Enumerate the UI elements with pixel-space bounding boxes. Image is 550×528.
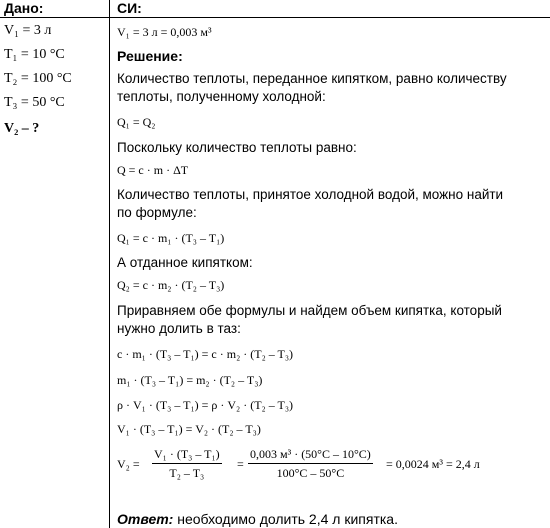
equation: V₁ · (T₃ – T₁) = V₂ · (T₂ – T₃) bbox=[117, 422, 261, 436]
fraction-numerator: 0,003 м³ · (50°C – 10°C) bbox=[250, 447, 371, 461]
paragraph-line: Количество теплоты, принятое холодной водой, можно найти bbox=[117, 187, 504, 202]
given-unknown: V₂ – ? bbox=[4, 121, 40, 136]
paragraph-line: нужно долить в таз: bbox=[117, 321, 241, 336]
equation: m₁ · (T₃ – T₁) = m₂ · (T₂ – T₃) bbox=[117, 373, 263, 387]
paragraph-line: по формуле: bbox=[117, 205, 197, 220]
paragraph-line: теплоты, полученному холодной: bbox=[117, 89, 326, 104]
fraction-numerator: V₁ · (T₃ – T₁) bbox=[154, 447, 220, 461]
fraction-numeric bbox=[248, 446, 373, 481]
given-line: T₃ = 50 °C bbox=[4, 95, 65, 110]
equation: c · m₁ · (T₃ – T₁) = c · m₂ · (T₂ – T₃) bbox=[117, 347, 294, 361]
final-lhs: V₂ = bbox=[117, 457, 140, 471]
paragraph-line: Поскольку количество теплоты равно: bbox=[117, 140, 357, 155]
final-result: = 0,0024 м³ = 2,4 л bbox=[386, 457, 480, 471]
si-heading-underline bbox=[110, 17, 550, 18]
fraction-denominator: 100°C – 50°C bbox=[276, 466, 345, 480]
given-heading-underline bbox=[0, 17, 109, 18]
paragraph-line: А отданное кипятком: bbox=[117, 255, 253, 270]
given-heading: Дано: bbox=[4, 0, 44, 16]
given-line: T₁ = 10 °C bbox=[4, 47, 65, 62]
formula: Q = c · m · ΔT bbox=[117, 163, 189, 177]
paragraph-line: Количество теплоты, переданное кипятком, равно количеству bbox=[117, 71, 507, 86]
fraction-bar bbox=[152, 463, 222, 464]
fraction-bar bbox=[248, 463, 373, 464]
si-conversion: V₁ = 3 л = 0,003 м³ bbox=[117, 25, 212, 39]
equation: ρ · V₁ · (T₃ – T₁) = ρ · V₂ · (T₂ – T₃) bbox=[117, 398, 294, 412]
answer-label: Ответ: bbox=[117, 511, 174, 527]
equals-sign: = bbox=[237, 457, 244, 471]
formula: Q₁ = Q₂ bbox=[117, 115, 156, 129]
answer-line bbox=[117, 511, 398, 527]
given-line: T₂ = 100 °C bbox=[4, 71, 72, 86]
si-heading: СИ: bbox=[117, 0, 142, 16]
formula: Q₁ = c · m₁ · (T₃ – T₁) bbox=[117, 231, 225, 245]
solution-heading: Решение: bbox=[117, 48, 183, 64]
fraction-denominator: T₂ – T₃ bbox=[169, 466, 205, 480]
column-divider bbox=[109, 0, 110, 528]
paragraph-line: Приравняем обе формулы и найдем объем кипятка, который bbox=[117, 303, 502, 318]
given-line: V₁ = 3 л bbox=[4, 23, 52, 38]
fraction-symbolic bbox=[152, 446, 222, 481]
answer-text: необходимо долить 2,4 л кипятка. bbox=[173, 511, 398, 527]
formula: Q₂ = c · m₂ · (T₂ – T₃) bbox=[117, 278, 225, 292]
